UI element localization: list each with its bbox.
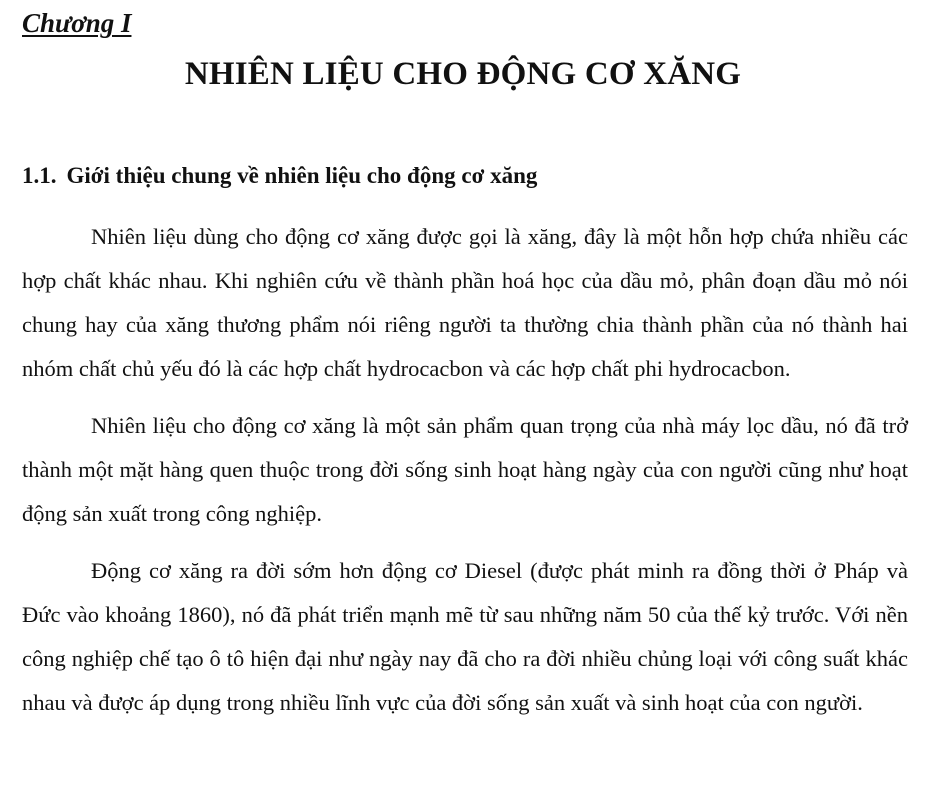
chapter-title: NHIÊN LIỆU CHO ĐỘNG CƠ XĂNG — [184, 56, 742, 92]
body-text — [22, 215, 908, 738]
paragraph: Nhiên liệu cho động cơ xăng là một sản phẩm quan trọng của nhà máy lọc dầu, nó đã trở thành một mặt hàng quen thuộc trong đời sống sinh hoạt hàng ngày của con người cũng như hoạt động sản xuất trong công nghiệp. — [22, 413, 908, 526]
chapter-label: Chương I — [22, 8, 132, 38]
section-title: Giới thiệu chung về nhiên liệu cho động cơ xăng — [66, 163, 538, 188]
paragraph: Nhiên liệu dùng cho động cơ xăng được gọi là xăng, đây là một hỗn hợp chứa nhiều các hợp chất khác nhau. Khi nghiên cứu về thành phần hoá học của dầu mỏ, phân đoạn dầu mỏ nói chung hay của xăng thương phẩm nói riêng người ta thường chia thành phần của nó thành hai nhóm chất chủ yếu đó là các hợp chất hydrocacbon và các hợp chất phi hydrocacbon. — [22, 224, 908, 381]
section-heading — [22, 163, 537, 189]
paragraph: Động cơ xăng ra đời sớm hơn động cơ Diesel (được phát minh ra đồng thời ở Pháp và Đức vào khoảng 1860), nó đã phát triển mạnh mẽ từ sau những năm 50 của thế kỷ trước. Với nền công nghiệp chế tạo ô tô hiện đại như ngày nay đã cho ra đời nhiều chủng loại với công suất khác nhau và được áp dụng trong nhiều lĩnh vực của đời sống sản xuất và sinh hoạt của con người. — [22, 558, 908, 715]
section-number: 1.1. — [22, 163, 57, 188]
